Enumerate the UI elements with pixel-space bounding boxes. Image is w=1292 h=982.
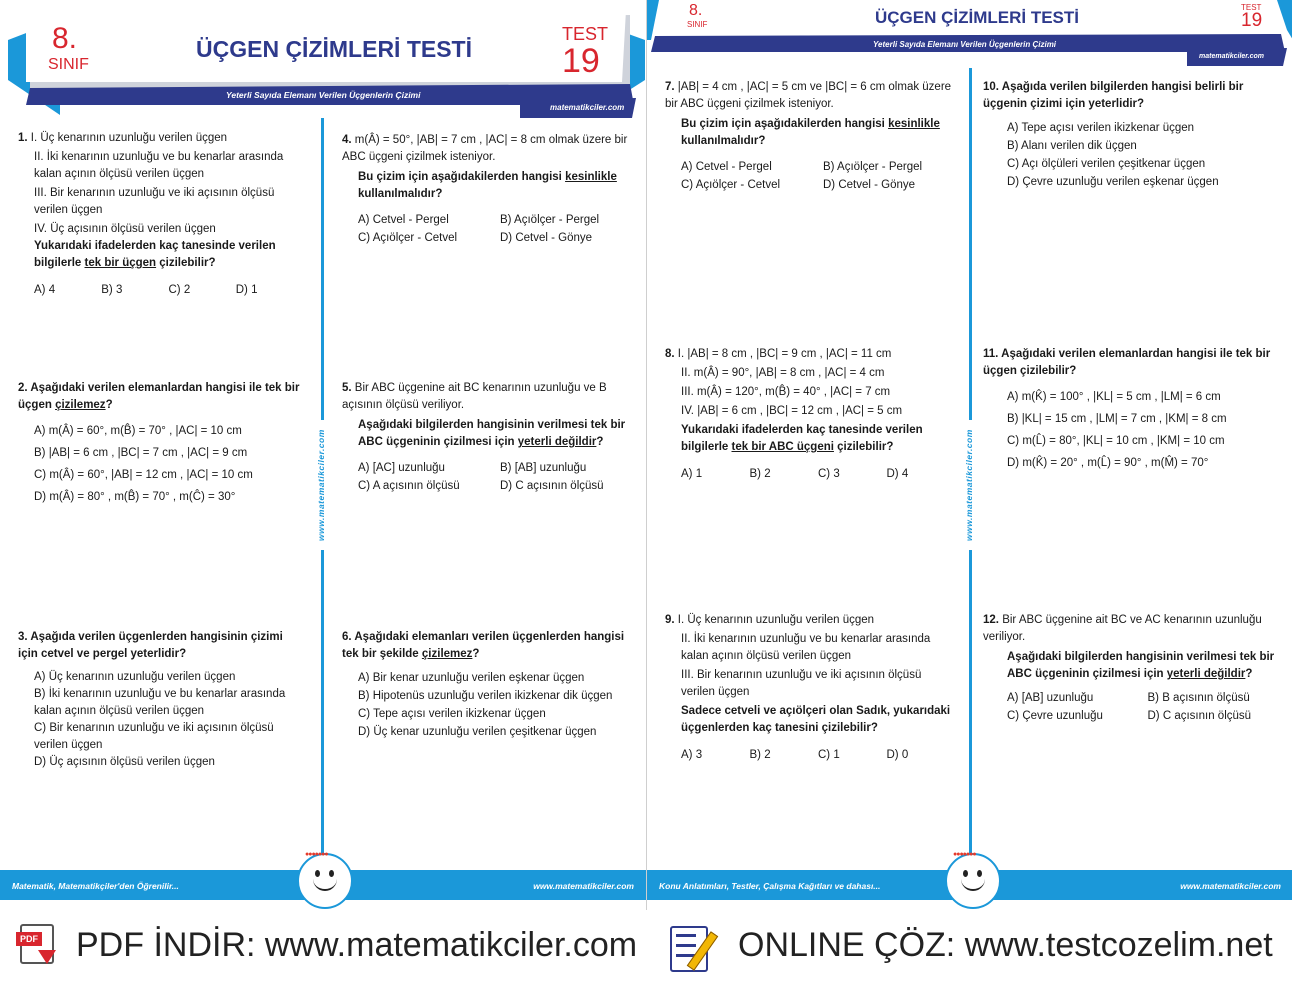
option-c[interactable]: C) 2	[168, 284, 191, 296]
grade-word: SINIF	[687, 20, 708, 29]
answer-options	[342, 669, 632, 741]
stem-end: ?	[472, 648, 480, 660]
question-stem: Aşağıdaki elemanları verilen üçgenlerden hangisi tek bir şekilde	[342, 631, 625, 660]
statement-ii: II. İki kenarının uzunluğu ve bu kenarlar arasında kalan açının ölçüsü verilen üçgen	[681, 633, 931, 662]
answer-options	[665, 158, 955, 194]
footer-slogan: Konu Anlatımları, Testler, Çalışma Kağıtları ve dahası...	[659, 881, 881, 891]
stem-end: çizilebilir?	[833, 441, 894, 453]
option-a[interactable]: A) m(Â) = 60°, m(B̂) = 70° , |AC| = 10 cm	[34, 425, 242, 437]
option-b[interactable]: B) 2	[749, 749, 771, 761]
option-a[interactable]: A) Bir kenar uzunluğu verilen eşkenar üçgen	[358, 672, 585, 684]
smiley-logo-icon: ●●●●●●●	[297, 853, 353, 909]
grade-number: 8.	[52, 22, 78, 55]
question-number: 4.	[342, 134, 352, 146]
statement-i: I. Üç kenarının uzunluğu verilen üçgen	[677, 614, 875, 626]
question-number: 6.	[342, 631, 352, 643]
header-site: matematikciler.com	[550, 103, 625, 112]
question-number: 12.	[983, 614, 999, 626]
stem-end: ?	[1245, 668, 1253, 680]
question-number: 5.	[342, 382, 352, 394]
option-c[interactable]: C) Açıölçer - Cetvel	[358, 232, 458, 244]
stem-end: kullanılmalıdır?	[358, 188, 443, 200]
question-number: 10.	[983, 81, 999, 93]
answer-options	[18, 669, 303, 771]
answer-options	[983, 689, 1278, 725]
question-4	[342, 132, 632, 247]
option-c[interactable]: C) A açısının ölçüsü	[358, 480, 460, 492]
option-d[interactable]: D) Çevre uzunluğu verilen eşkenar üçgen	[1007, 176, 1219, 188]
option-a[interactable]: A) Cetvel - Pergel	[681, 161, 772, 173]
stem-end: ?	[105, 399, 113, 411]
question-number: 8.	[665, 348, 675, 360]
question-8	[665, 346, 955, 483]
option-d[interactable]: D) Üç açısının ölçüsü verilen üçgen	[34, 756, 215, 768]
statement-iv: IV. Üç açısının ölçüsü verilen üçgen	[34, 223, 216, 235]
option-d[interactable]: D) C açısının ölçüsü	[500, 480, 604, 492]
option-a[interactable]: A) Üç kenarının uzunluğu verilen üçgen	[34, 671, 236, 683]
option-a[interactable]: A) Tepe açısı verilen ikizkenar üçgen	[1007, 122, 1195, 134]
option-b[interactable]: B) 3	[101, 284, 123, 296]
test-word: TEST	[562, 24, 609, 44]
option-b[interactable]: B) [AB] uzunluğu	[500, 462, 587, 474]
option-c[interactable]: C) Açı ölçüleri verilen çeşitkenar üçgen	[1007, 158, 1206, 170]
statement-iii: III. m(Â) = 120°, m(B̂) = 40° , |AC| = 7 cm	[681, 386, 891, 398]
page-title: ÜÇGEN ÇİZİMLERİ TESTİ	[196, 36, 472, 62]
option-c[interactable]: C) m(Â) = 60°, |AB| = 12 cm , |AC| = 10 cm	[34, 469, 253, 481]
stem-underline: yeterli değildir	[1166, 668, 1246, 680]
option-b[interactable]: B) Alanı verilen dik üçgen	[1007, 140, 1137, 152]
question-number: 3.	[18, 631, 28, 643]
stem-end: kullanılmalıdır?	[681, 135, 766, 147]
statement-i: I. |AB| = 8 cm , |BC| = 9 cm , |AC| = 11 cm	[677, 348, 892, 360]
test-number: 19	[1241, 10, 1263, 31]
option-c[interactable]: C) m(L̂) = 80°, |KL| = 10 cm , |KM| = 10 cm	[1007, 435, 1225, 447]
option-a[interactable]: A) 4	[34, 284, 56, 296]
stem-underline: çizilemez	[421, 648, 473, 660]
option-a[interactable]: A) 3	[681, 749, 703, 761]
subtitle: Yeterli Sayıda Elemanı Verilen Üçgenlerin Çizimi	[873, 40, 1057, 49]
option-a[interactable]: A) m(K̂) = 100° , |KL| = 5 cm , |LM| = 6 cm	[1007, 391, 1221, 403]
online-solve-link[interactable]: ONLINE ÇÖZ: www.testcozelim.net	[738, 926, 1273, 964]
online-quiz-icon[interactable]	[668, 924, 720, 972]
question-12	[983, 612, 1278, 725]
side-site-text: www.matematikciler.com	[316, 420, 330, 550]
question-stem: Sadece cetveli ve açıölçeri olan Sadık, yukarıdaki üçgenlerden kaç tanesini çizilebilir?	[681, 705, 951, 734]
stem-underline: tek bir ABC üçgeni	[731, 441, 834, 453]
question-stem: Aşağıdaki verilen elemanlardan hangisi ile tek bir üçgen çizilebilir?	[983, 348, 1271, 377]
header-site: matematikciler.com	[1199, 53, 1264, 60]
answer-options	[665, 747, 955, 764]
option-d[interactable]: D) C açısının ölçüsü	[1147, 710, 1252, 722]
question-intro: Bir ABC üçgenine ait BC ve AC kenarının uzunluğu veriliyor.	[983, 614, 1262, 643]
pdf-download-link[interactable]: PDF İNDİR: www.matematikciler.com	[76, 926, 638, 964]
pdf-download-icon[interactable]	[16, 924, 56, 972]
stem-underline: tek bir üçgen	[84, 257, 157, 269]
option-b[interactable]: B) Açıölçer - Pergel	[500, 214, 600, 226]
option-b[interactable]: B) |KL| = 15 cm , |LM| = 7 cm , |KM| = 8 cm	[1007, 413, 1227, 425]
option-c[interactable]: C) Çevre uzunluğu	[1007, 710, 1103, 722]
option-c[interactable]: C) Tepe açısı verilen ikizkenar üçgen	[358, 708, 546, 720]
option-a[interactable]: A) [AC] uzunluğu	[358, 462, 445, 474]
question-intro: m(Â) = 50°, |AB| = 7 cm , |AC| = 8 cm olmak üzere bir ABC üçgeni çizilmek isteniyor.	[342, 134, 628, 163]
option-b[interactable]: B) B açısının ölçüsü	[1147, 692, 1250, 704]
stem-underline: çizilemez	[55, 399, 106, 411]
option-d[interactable]: D) 1	[235, 284, 258, 296]
subtitle: Yeterli Sayıda Elemanı Verilen Üçgenlerin Çizimi	[226, 90, 421, 100]
statement-ii: II. m(Â) = 90°, |AB| = 8 cm , |AC| = 4 cm	[681, 367, 885, 379]
question-number: 2.	[18, 382, 28, 394]
grade-word: SINIF	[48, 56, 89, 73]
footer-site[interactable]: www.matematikciler.com	[533, 881, 634, 891]
option-d[interactable]: D) Cetvel - Gönye	[500, 232, 593, 244]
question-1	[18, 130, 303, 299]
left-page	[0, 0, 646, 910]
option-d[interactable]: D) 4	[886, 468, 909, 480]
question-stem: Aşağıda verilen bilgilerden hangisi belirli bir üçgenin çizimi için yeterlidir?	[983, 81, 1244, 110]
answer-options	[342, 459, 632, 495]
statement-ii: II. İki kenarının uzunluğu ve bu kenarlar arasında kalan açının ölçüsü verilen üçgen	[34, 151, 284, 180]
question-number: 9.	[665, 614, 675, 626]
question-11	[983, 346, 1278, 474]
stem-underline: kesinlikle	[565, 171, 617, 183]
question-7	[665, 79, 955, 194]
download-bar	[0, 910, 1292, 982]
question-stem: Yukarıdaki ifadelerden kaç tanesinde verilen bilgilerle	[34, 240, 276, 269]
option-a[interactable]: A) [AB] uzunluğu	[1007, 692, 1094, 704]
stem-underline: kesinlikle	[888, 118, 940, 130]
stem-end: çizilebilir?	[156, 257, 216, 269]
side-site-text: www.matematikciler.com	[964, 420, 978, 550]
option-b[interactable]: B) İki kenarının uzunluğu ve bu kenarlar arasında kalan açının ölçüsü verilen üçgen	[34, 688, 286, 717]
footer-slogan: Matematik, Matematikçiler'den Öğrenilir...	[12, 881, 179, 891]
question-stem: Aşağıdaki verilen elemanlardan hangisi ile tek bir üçgen	[18, 382, 300, 411]
option-d[interactable]: D) m(K̂) = 20° , m(L̂) = 90° , m(M̂) = 70°	[1007, 457, 1209, 469]
question-stem: Aşağıdaki bilgilerden hangisinin verilmesi tek bir ABC üçgeninin çizilmesi için	[358, 419, 626, 448]
option-c[interactable]: C) 3	[818, 468, 840, 480]
statement-iii: III. Bir kenarının uzunluğu ve iki açısının ölçüsü verilen üçgen	[681, 669, 922, 698]
page-title: ÜÇGEN ÇİZİMLERİ TESTİ	[875, 8, 1079, 27]
question-stem: Bu çizim için aşağıdakilerden hangisi	[358, 171, 566, 183]
option-c[interactable]: C) Bir kenarının uzunluğu ve iki açısının ölçüsü verilen üçgen	[34, 722, 274, 751]
stem-end: ?	[596, 436, 604, 448]
footer-site[interactable]: www.matematikciler.com	[1180, 881, 1281, 891]
question-stem: Aşağıdaki bilgilerden hangisinin verilmesi tek bir ABC üçgeninin çizilmesi için	[1007, 651, 1275, 680]
question-intro: |AB| = 4 cm , |AC| = 5 cm ve |BC| = 6 cm olmak üzere bir ABC üçgeni çizilmek isteniyor.	[665, 81, 952, 110]
question-intro: Bir ABC üçgenine ait BC kenarının uzunluğu ve B açısının ölçüsü veriliyor.	[342, 382, 607, 411]
question-stem: Aşağıda verilen üçgenlerden hangisinin çizimi için cetvel ve pergel yeterlidir?	[18, 631, 283, 660]
option-d[interactable]: D) 0	[886, 749, 909, 761]
test-number: 19	[562, 42, 600, 80]
answer-options	[18, 420, 303, 508]
question-stem: Bu çizim için aşağıdakilerden hangisi	[681, 118, 889, 130]
answer-options	[342, 211, 632, 247]
statement-iv: IV. |AB| = 6 cm , |BC| = 12 cm , |AC| = 5 cm	[681, 405, 903, 417]
question-10	[983, 79, 1278, 191]
option-c[interactable]: C) 1	[818, 749, 840, 761]
answer-options	[18, 282, 303, 299]
option-d[interactable]: D) Üç kenar uzunluğu verilen çeşitkenar üçgen	[358, 726, 597, 738]
option-c[interactable]: C) Açıölçer - Cetvel	[681, 179, 781, 191]
statement-iii: III. Bir kenarının uzunluğu ve iki açısının ölçüsü verilen üçgen	[34, 187, 275, 216]
option-a[interactable]: A) Cetvel - Pergel	[358, 214, 449, 226]
question-number: 7.	[665, 81, 675, 93]
question-2	[18, 380, 303, 508]
option-b[interactable]: B) |AB| = 6 cm , |BC| = 7 cm , |AC| = 9 cm	[34, 447, 248, 459]
statement-i: I. Üç kenarının uzunluğu verilen üçgen	[30, 132, 228, 144]
answer-options	[983, 386, 1278, 474]
question-number: 11.	[983, 348, 999, 360]
right-page	[646, 0, 1292, 910]
option-b[interactable]: B) Açıölçer - Pergel	[823, 161, 923, 173]
question-stem: Yukarıdaki ifadelerden kaç tanesinde verilen bilgilerle	[681, 424, 923, 453]
test-word: TEST	[1241, 3, 1262, 12]
question-5	[342, 380, 632, 495]
option-a[interactable]: A) 1	[681, 468, 703, 480]
grade-number: 8.	[689, 2, 703, 19]
answer-options	[983, 119, 1278, 191]
question-9	[665, 612, 955, 764]
question-3	[18, 629, 303, 771]
option-b[interactable]: B) 2	[749, 468, 771, 480]
question-6	[342, 629, 632, 741]
option-d[interactable]: D) m(Â) = 80° , m(B̂) = 70° , m(Ĉ) = 30°	[34, 491, 236, 503]
option-d[interactable]: D) Cetvel - Gönye	[823, 179, 916, 191]
question-number: 1.	[18, 132, 28, 144]
smiley-logo-icon: ●●●●●●●	[945, 853, 1001, 909]
option-b[interactable]: B) Hipotenüs uzunluğu verilen ikizkenar dik üçgen	[358, 690, 613, 702]
stem-underline: yeterli değildir	[517, 436, 597, 448]
answer-options	[665, 466, 955, 483]
pdf-badge: PDF	[16, 932, 42, 946]
